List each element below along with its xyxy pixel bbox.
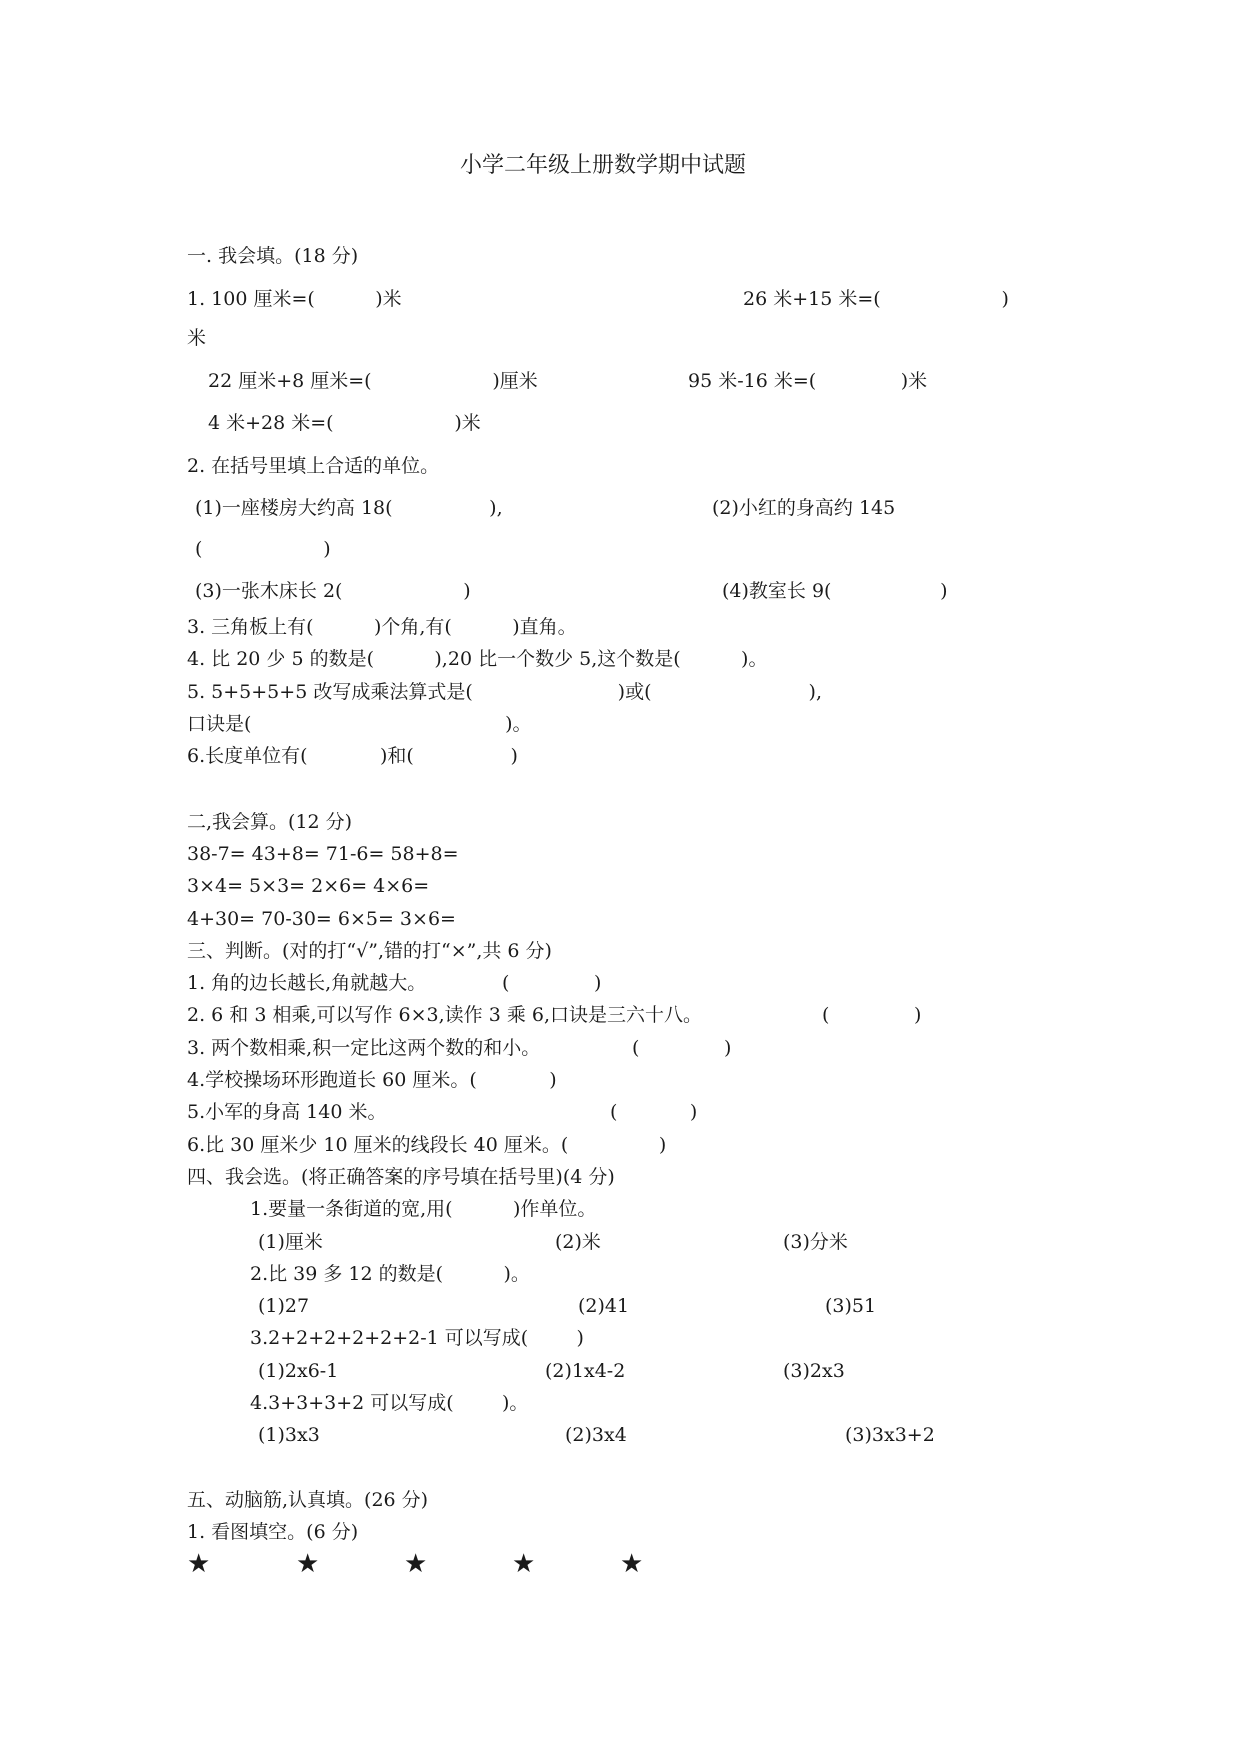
- section4-heading: 四、我会选。(将正确答案的序号填在括号里)(4 分): [187, 1166, 615, 1188]
- section5-heading: 五、动脑筋,认真填。(26 分): [187, 1489, 429, 1511]
- star-icon: ★: [404, 1549, 428, 1579]
- calc-row-3: 4+30= 70-30= 6×5= 3×6=: [187, 908, 456, 930]
- choice-q1-opt3: (3)分米: [783, 1231, 848, 1253]
- judge-item-1-paren: ( ): [502, 972, 602, 994]
- section2-heading: 二,我会算。(12 分): [187, 811, 353, 833]
- choice-q2-opt3: (3)51: [825, 1295, 877, 1317]
- star-icon: ★: [296, 1549, 320, 1579]
- q3-triangle: 3. 三角板上有( )个角,有( )直角。: [187, 616, 577, 638]
- q2-item-1: (1)一座楼房大约高 18( ),: [195, 497, 503, 519]
- q1-meter-add: 26 米+15 米=( ): [743, 288, 1009, 310]
- q1-cm-add: 22 厘米+8 厘米=( )厘米: [208, 370, 538, 392]
- section1-heading: 一. 我会填。(18 分): [187, 245, 359, 267]
- judge-item-6: 6.比 30 厘米少 10 厘米的线段长 40 厘米。( ): [187, 1134, 667, 1156]
- q2-item-4: (4)教室长 9( ): [722, 580, 948, 602]
- q5-multiplication: 5. 5+5+5+5 改写成乘法算式是( )或( ),: [187, 681, 822, 703]
- choice-q4: 4.3+3+3+2 可以写成( )。: [250, 1392, 529, 1414]
- judge-item-5-paren: ( ): [610, 1101, 698, 1123]
- q6-units: 6.长度单位有( )和( ): [187, 745, 518, 767]
- choice-q2-opt1: (1)27: [258, 1295, 310, 1317]
- section3-heading: 三、判断。(对的打“√”,错的打“×”,共 6 分): [187, 940, 552, 962]
- choice-q1: 1.要量一条街道的宽,用( )作单位。: [250, 1198, 597, 1220]
- q1-meter-subtract: 95 米-16 米=( )米: [688, 370, 928, 392]
- judge-item-2: 2. 6 和 3 相乘,可以写作 6×3,读作 3 乘 6,口诀是三六十八。: [187, 1004, 703, 1026]
- judge-item-5: 5.小军的身高 140 米。: [187, 1101, 387, 1123]
- choice-q2-opt2: (2)41: [578, 1295, 630, 1317]
- judge-item-3: 3. 两个数相乘,积一定比这两个数的和小。: [187, 1037, 541, 1059]
- judge-item-2-paren: ( ): [822, 1004, 922, 1026]
- choice-q1-opt1: (1)厘米: [258, 1231, 323, 1253]
- look-fill-prompt: 1. 看图填空。(6 分): [187, 1521, 359, 1543]
- q4-numbers: 4. 比 20 少 5 的数是( ),20 比一个数少 5,这个数是( )。: [187, 648, 768, 670]
- choice-q4-opt3: (3)3x3+2: [845, 1424, 935, 1446]
- page-title: 小学二年级上册数学期中试题: [460, 153, 747, 178]
- choice-q3-opt3: (3)2x3: [783, 1360, 845, 1382]
- choice-q4-opt2: (2)3x4: [565, 1424, 627, 1446]
- choice-q4-opt1: (1)3x3: [258, 1424, 320, 1446]
- q1-length-convert: 1. 100 厘米=( )米: [187, 288, 402, 310]
- star-icon: ★: [187, 1549, 211, 1579]
- judge-item-1: 1. 角的边长越长,角就越大。: [187, 972, 427, 994]
- choice-q1-opt2: (2)米: [555, 1231, 601, 1253]
- calc-row-2: 3×4= 5×3= 2×6= 4×6=: [187, 875, 430, 897]
- judge-item-4: 4.学校操场环形跑道长 60 厘米。( ): [187, 1069, 557, 1091]
- q1-meter-add-2: 4 米+28 米=( )米: [208, 412, 481, 434]
- choice-q3: 3.2+2+2+2+2+2-1 可以写成( ): [250, 1327, 584, 1349]
- q2-item-2-paren: ( ): [195, 538, 331, 560]
- q2-item-2: (2)小红的身高约 145: [712, 497, 896, 519]
- choice-q3-opt1: (1)2x6-1: [258, 1360, 339, 1382]
- q2-prompt: 2. 在括号里填上合适的单位。: [187, 455, 440, 477]
- star-icon: ★: [512, 1549, 536, 1579]
- star-icon: ★: [620, 1549, 644, 1579]
- judge-item-3-paren: ( ): [632, 1037, 732, 1059]
- q1-meter-add-unit: 米: [187, 327, 207, 349]
- calc-row-1: 38-7= 43+8= 71-6= 58+8=: [187, 843, 459, 865]
- q2-item-3: (3)一张木床长 2( ): [195, 580, 471, 602]
- choice-q3-opt2: (2)1x4-2: [545, 1360, 626, 1382]
- q5-rhyme: 口诀是( )。: [187, 713, 532, 735]
- choice-q2: 2.比 39 多 12 的数是( )。: [250, 1263, 530, 1285]
